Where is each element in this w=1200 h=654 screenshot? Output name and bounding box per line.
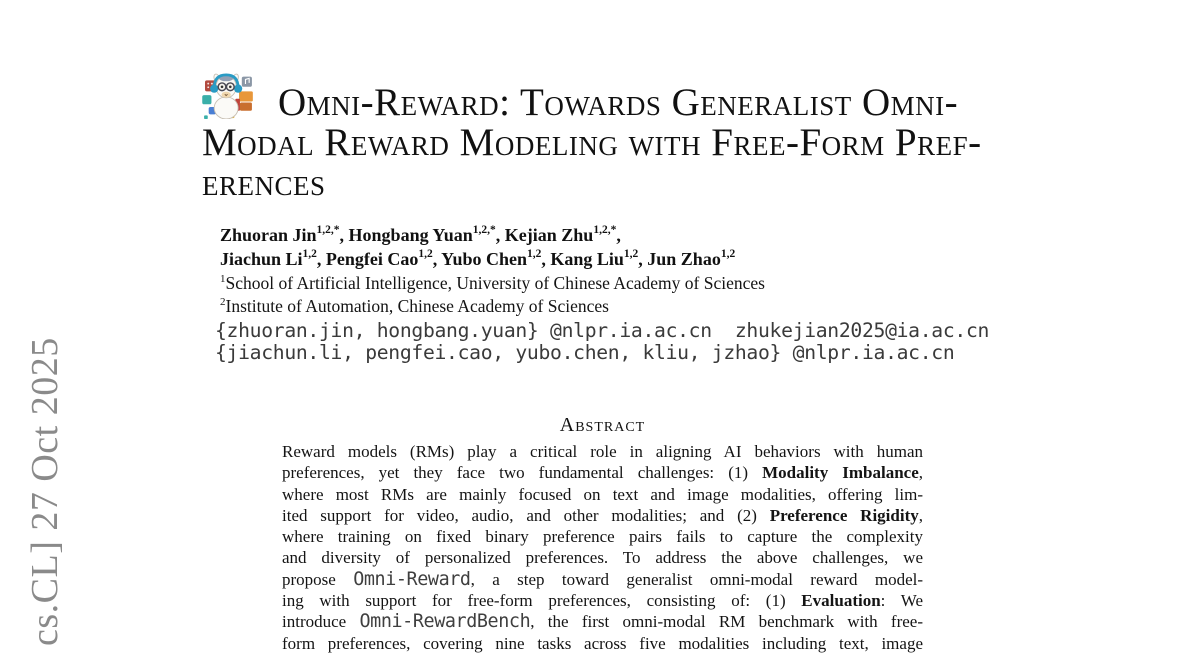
- email-line: {jiachun.li, pengfei.cao, yubo.chen, kliu, jzhao} @nlpr.ia.ac.cn: [215, 341, 955, 365]
- author-affiliation-marks: 1,2: [720, 247, 736, 260]
- author-affiliation-marks: 1,2,*: [593, 224, 617, 236]
- affiliation-line: $^1$School of Artificial Intelligence, University of Chinese Academy of Sciences: [220, 273, 765, 293]
- author-line: Jiachun Li$^{1,2}$, Pengfei Cao$^{1,2}$, Yubo Chen$^{1,2}$, Kang Liu$^{1,2}$, Jun Zhao$^{1,2}$: [220, 247, 736, 269]
- author-name: Jun Zhao: [647, 248, 721, 269]
- abstract-segment: form preferences, covering nine tasks across five modalities including text, image: [282, 633, 923, 653]
- abstract-heading: Abstract: [559, 414, 646, 436]
- abstract-segment: introduce: [282, 612, 360, 632]
- paper-title: [202, 73, 982, 203]
- monospace-term: Omni-Reward: [353, 568, 471, 590]
- title-line-2: Modal Reward Modeling with Free-Form Pref-: [202, 121, 982, 164]
- abstract-line: [282, 526, 923, 547]
- author-name: Kejian Zhu: [504, 225, 594, 245]
- abstract-segment: ited support for video, audio, and other modalities; and (2): [282, 505, 770, 525]
- abstract-line: [282, 611, 923, 632]
- abstract-segment: Reward models (RMs) play a critical role in aligning AI behaviors with human: [282, 442, 923, 461]
- author-affiliation-marks: 1,2: [527, 247, 542, 260]
- abstract-segment: where training on fixed binary preference pairs fails to capture the complexity: [282, 527, 923, 547]
- author-block: [220, 224, 735, 271]
- abstract-segment: where most RMs are mainly focused on text and image modalities, offering lim-: [282, 484, 923, 504]
- abstract-line: [282, 590, 923, 611]
- abstract-segment: , a step toward generalist omni-modal reward model-: [470, 569, 923, 589]
- abstract-line: [282, 505, 923, 526]
- monospace-term: Omni-RewardBench: [359, 611, 531, 633]
- author-affiliation-marks: 1,2: [418, 247, 433, 260]
- abstract-line: [282, 484, 923, 505]
- bold-term: Preference Rigidity: [769, 505, 919, 525]
- abstract-line: [282, 547, 923, 568]
- author-name: Jiachun Li: [220, 248, 303, 269]
- abstract-segment: preferences, yet they face two fundamental challenges: (1): [282, 463, 763, 483]
- author-name: Pengfei Cao: [325, 248, 419, 269]
- abstract-segment: ing with support for free-form preferences, consisting of: (1): [282, 591, 802, 611]
- title-line-3: erences: [202, 161, 326, 204]
- author-name: Kang Liu: [550, 248, 624, 269]
- abstract-text: [282, 441, 923, 654]
- abstract-segment: , the first omni-modal RM benchmark with free-: [530, 612, 923, 632]
- email-line: {zhuoran.jin, hongbang.yuan} @nlpr.ia.ac.cn zhukejian2025@ia.ac.cn: [215, 319, 990, 342]
- author-affiliation-marks: 1,2: [302, 247, 317, 260]
- abstract-line: [282, 441, 923, 462]
- affiliation-line: $^2$Institute of Automation, Chinese Academy of Sciences: [220, 295, 609, 316]
- email-block: [215, 320, 989, 364]
- abstract-segment: ,: [918, 505, 923, 525]
- author-affiliation-marks: 1,2,*: [472, 224, 496, 236]
- abstract-segment: and diversity of personalized preferences. To address the above challenges, we: [282, 548, 923, 568]
- affiliation-mark: 1: [220, 273, 226, 286]
- author-affiliation-marks: 1,2,*: [316, 224, 340, 236]
- author-affiliation-marks: 1,2: [623, 247, 639, 260]
- abstract-line: [282, 569, 923, 590]
- llama-headphones-icon: [202, 73, 254, 119]
- author-name: Yubo Chen: [441, 248, 527, 269]
- author-line: Zhuoran Jin$^{1,2,*}$, Hongbang Yuan$^{1,2,*}$, Kejian Zhu$^{1,2,*}$,: [220, 224, 621, 245]
- abstract-line: [282, 462, 923, 483]
- abstract-segment: : We: [880, 591, 923, 611]
- author-name: Hongbang Yuan: [348, 225, 473, 245]
- bold-term: Modality Imbalance: [762, 463, 919, 483]
- arxiv-watermark: cs.CL] 27 Oct 2025: [24, 337, 66, 646]
- title-line-1-wrap: [202, 73, 982, 123]
- author-name: Zhuoran Jin: [220, 225, 317, 245]
- abstract-segment: propose: [282, 569, 354, 589]
- bold-term: Evaluation: [801, 591, 881, 611]
- abstract-line: [282, 633, 923, 654]
- affiliation-block: [220, 272, 765, 317]
- abstract-segment: ,: [918, 463, 924, 483]
- title-line-1: Omni-Reward: Towards Generalist Omni-: [278, 81, 959, 124]
- affiliation-mark: 2: [220, 295, 226, 308]
